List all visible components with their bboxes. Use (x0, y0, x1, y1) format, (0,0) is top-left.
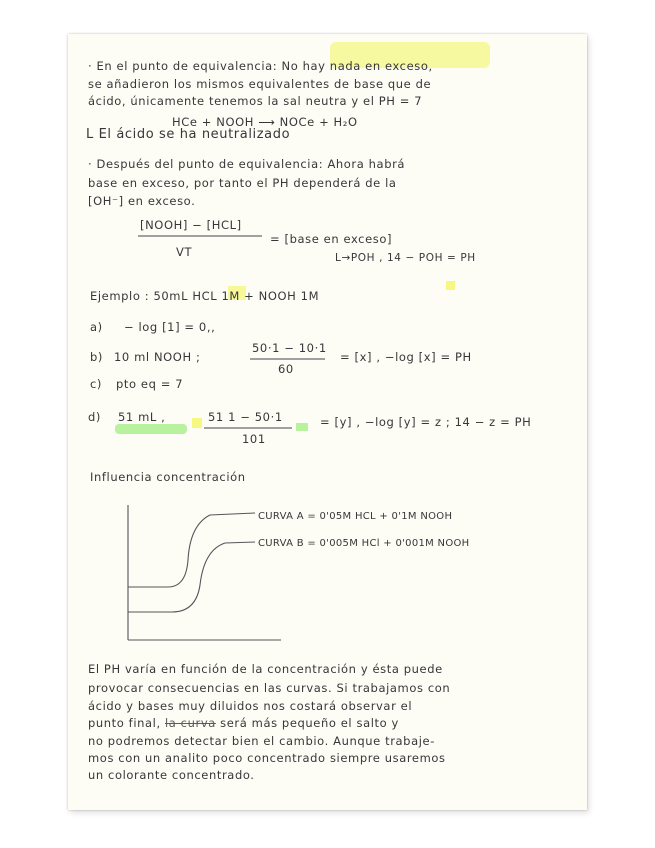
reaction-equation: HCe + NOOH ⟶ NOCe + H₂O (172, 115, 358, 129)
line-4-struck-text: la curva (164, 716, 216, 730)
paragraph-2-line-3: [OH⁻] en exceso. (88, 194, 196, 208)
paragraph-3-line-3: ácido y bases muy diluidos nos costará observar el (88, 699, 413, 713)
neutralized-note: L El ácido se ha neutralizado (86, 127, 291, 142)
influence-heading: Influencia concentración (90, 470, 246, 484)
line-4-after: será más pequeño el salto y (220, 716, 399, 730)
paragraph-1-line-3: ácido, únicamente tenemos la sal neutra y el PH = 7 (88, 94, 423, 108)
paragraph-2-line-1: · Después del punto de equivalencia: Ahora habrá (88, 157, 406, 171)
item-b-numerator: 50·1 − 10·1 (252, 341, 327, 355)
item-b-text: 10 ml NOOH ; (114, 350, 201, 364)
item-d-text: 51 mL , (118, 410, 166, 424)
paragraph-3-line-6: mos con un analito poco concentrado siempre usaremos (88, 751, 446, 765)
paragraph-3-line-1: El PH varía en función de la concentración y ésta puede (88, 662, 443, 676)
item-c-label: c) (90, 377, 103, 391)
example-heading: Ejemplo : 50mL HCL 1M + NOOH 1M (90, 289, 320, 303)
item-b-rest: = [x] , −log [x] = PH (340, 350, 472, 364)
paragraph-2-line-2: base en exceso, por tanto el PH dependerá de la (88, 176, 397, 190)
item-b-label: b) (90, 350, 103, 364)
paragraph-3-line-2: provocar consecuencias en las curvas. Si trabajamos con (88, 681, 451, 695)
curve-a-label: CURVA A = 0'05M HCL + 0'1M NOOH (258, 511, 453, 522)
paragraph-3-line-5: no podremos detectar bien el cambio. Aunque trabaje- (88, 734, 435, 748)
paragraph-1-line-1: · En el punto de equivalencia: No hay nada en exceso, (88, 59, 433, 73)
item-a-label: a) (90, 320, 103, 334)
formula-numerator: [NOOH] − [HCL] (140, 218, 242, 232)
line-4-before: punto final, (88, 716, 161, 730)
item-d-numerator: 51 1 − 50·1 (208, 410, 283, 424)
formula-denominator: VT (176, 245, 193, 259)
paragraph-3-line-4 (88, 716, 399, 730)
item-d-denominator: 101 (242, 432, 266, 446)
curve-b-label: CURVA B = 0'005M HCl + 0'001M NOOH (258, 538, 470, 549)
curve-b (128, 542, 255, 612)
formula-result: = [base en exceso] (270, 232, 393, 246)
item-a-text: − log [1] = 0,, (124, 320, 216, 334)
item-b-denominator: 60 (278, 362, 294, 376)
paragraph-1-line-2: se añadieron los mismos equivalentes de base que de (88, 77, 432, 91)
paragraph-3-line-7: un colorante concentrado. (88, 768, 255, 782)
item-c-text: pto eq = 7 (116, 377, 184, 391)
curve-a (128, 513, 255, 587)
formula-followup: L→POH , 14 − POH = PH (335, 252, 476, 264)
item-d-label: d) (88, 410, 101, 424)
item-d-rest: = [y] , −log [y] = z ; 14 − z = PH (320, 415, 532, 429)
